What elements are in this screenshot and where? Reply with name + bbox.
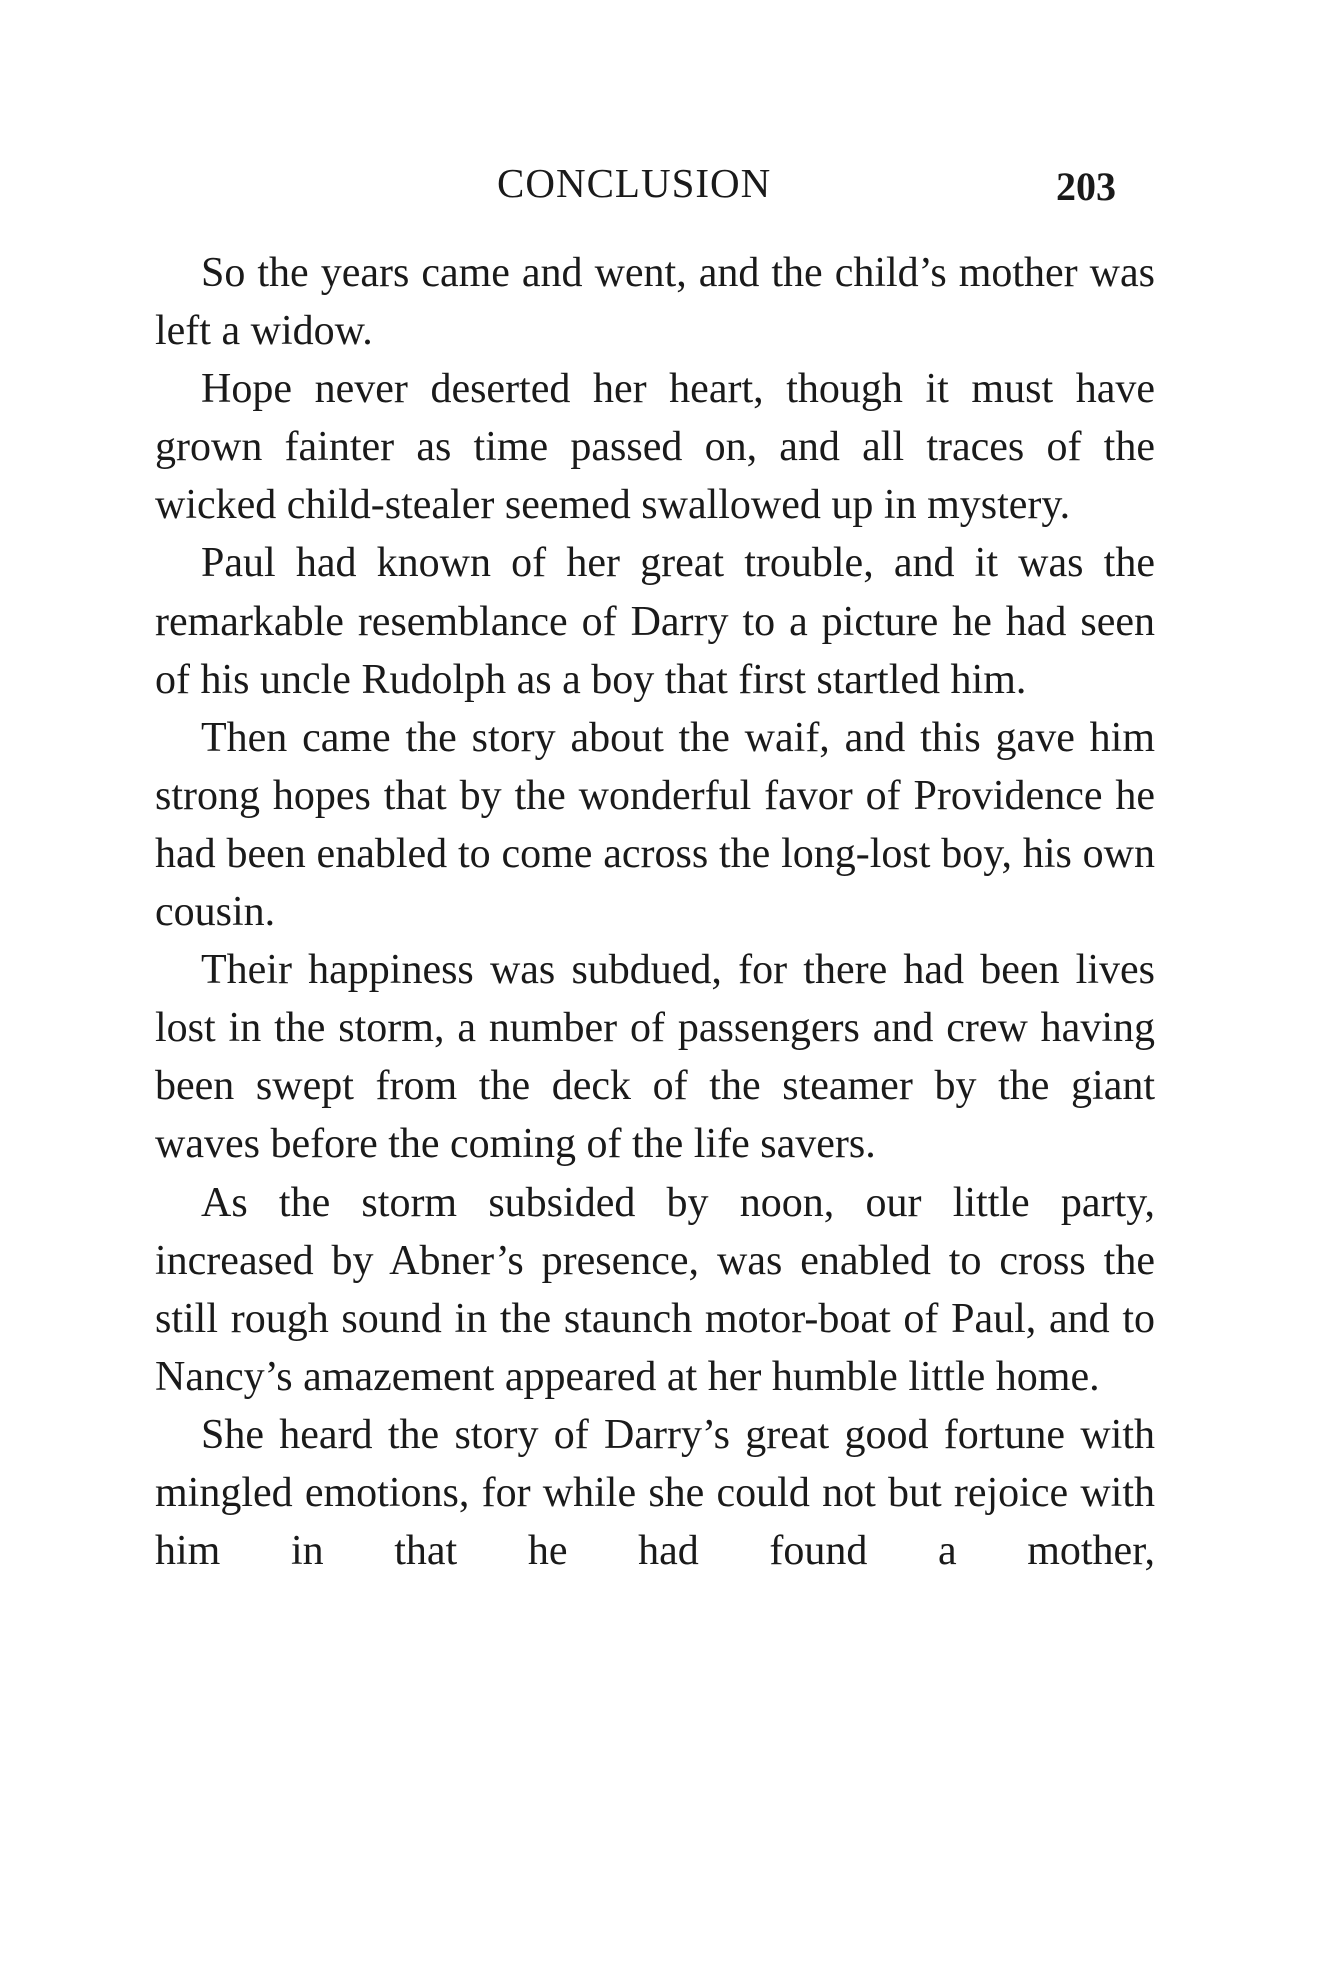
paragraph: She heard the story of Darry’s great good fortune with mingled emotions, for while she could not but rejoice with him in that he had found a mother, [155,1411,1155,1575]
paragraph: Their happiness was subdued, for there had been lives lost in the storm, a number of passengers and crew having been swept from the deck of the steamer by the giant waves before the coming of the life savers. [155,947,1155,1168]
paragraph: So the years came and went, and the child’s mother was left a widow. [155,250,1155,355]
paragraph: As the storm subsided by noon, our little party, increased by Abner’s presence, was enabled to cross the still rough sound in the staunch motor-boat of Paul, and to Nancy’s amazement appeared at her humble little home. [155,1179,1155,1400]
body-text [155,244,1155,1580]
paragraph: Then came the story about the waif, and this gave him strong hopes that by the wonderful favor of Providence he had been enabled to come across the long-lost boy, his own cousin. [155,714,1155,936]
paragraph: Hope never deserted her heart, though it must have grown fainter as time passed on, and all traces of the wicked child-stealer seemed swallowed up in mystery. [155,366,1155,529]
running-title: CONCLUSION [497,160,772,206]
paragraph: Paul had known of her great trouble, and it was the remarkable resemblance of Darry to a picture he had seen of his uncle Rudolph as a boy that first startled him. [155,540,1155,703]
page-number: 203 [1056,164,1116,209]
running-head [0,158,1329,218]
